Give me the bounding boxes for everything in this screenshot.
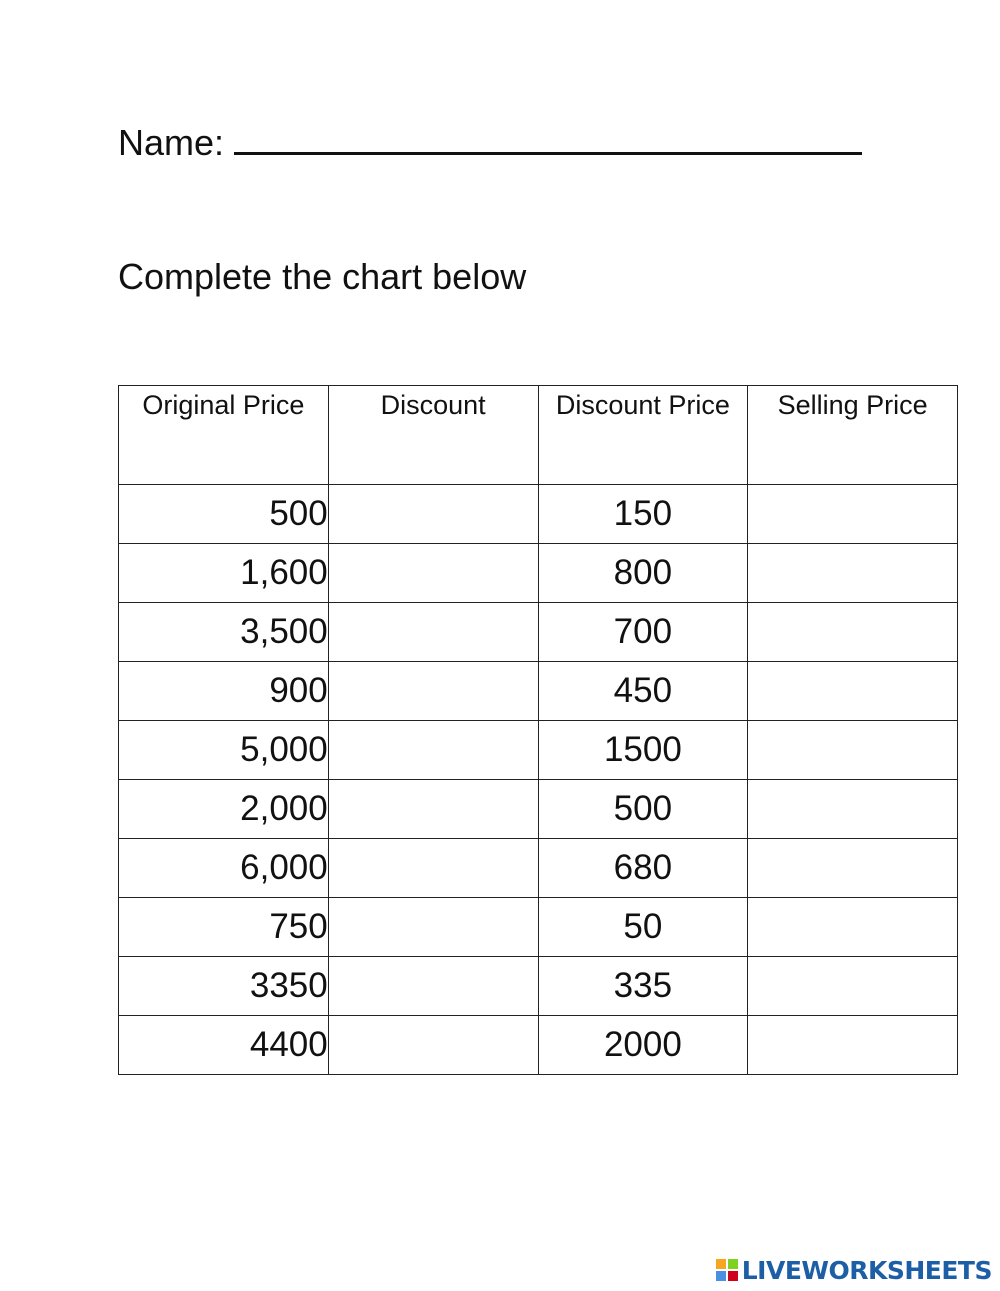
- name-label: Name:: [118, 122, 225, 163]
- cell-selling-price[interactable]: [748, 957, 958, 1016]
- cell-discount-price: 500: [538, 780, 748, 839]
- cell-discount[interactable]: [328, 544, 538, 603]
- cell-original-price: 5,000: [119, 721, 329, 780]
- cell-selling-price[interactable]: [748, 662, 958, 721]
- table-row: [119, 721, 958, 780]
- cell-discount[interactable]: [328, 839, 538, 898]
- cell-discount-price: 700: [538, 603, 748, 662]
- cell-discount[interactable]: [328, 957, 538, 1016]
- cell-selling-price[interactable]: [748, 485, 958, 544]
- liveworksheets-logo-icon: [716, 1259, 738, 1281]
- table-row: [119, 957, 958, 1016]
- table-row: [119, 898, 958, 957]
- cell-discount-price: 800: [538, 544, 748, 603]
- price-chart-table: [118, 385, 958, 1075]
- cell-discount-price: 450: [538, 662, 748, 721]
- cell-original-price: 4400: [119, 1016, 329, 1075]
- table-row: [119, 603, 958, 662]
- table-row: [119, 839, 958, 898]
- cell-selling-price[interactable]: [748, 721, 958, 780]
- name-field-row: [118, 118, 862, 167]
- table-row: [119, 662, 958, 721]
- cell-original-price: 500: [119, 485, 329, 544]
- cell-discount[interactable]: [328, 898, 538, 957]
- cell-selling-price[interactable]: [748, 839, 958, 898]
- liveworksheets-logo: [716, 1255, 992, 1285]
- table-row: [119, 780, 958, 839]
- table-header-row: [119, 386, 958, 485]
- cell-original-price: 900: [119, 662, 329, 721]
- name-blank-line[interactable]: [234, 118, 862, 155]
- column-header-selling-price: Selling Price: [748, 386, 958, 485]
- liveworksheets-wordmark: LIVEWORKSHEETS: [741, 1255, 992, 1285]
- column-header-original-price: Original Price: [119, 386, 329, 485]
- cell-discount-price: 50: [538, 898, 748, 957]
- cell-discount[interactable]: [328, 780, 538, 839]
- cell-selling-price[interactable]: [748, 898, 958, 957]
- cell-selling-price[interactable]: [748, 603, 958, 662]
- cell-original-price: 2,000: [119, 780, 329, 839]
- cell-discount-price: 680: [538, 839, 748, 898]
- cell-original-price: 3350: [119, 957, 329, 1016]
- cell-discount-price: 2000: [538, 1016, 748, 1075]
- cell-discount-price: 1500: [538, 721, 748, 780]
- cell-discount[interactable]: [328, 485, 538, 544]
- cell-discount[interactable]: [328, 603, 538, 662]
- cell-discount[interactable]: [328, 1016, 538, 1075]
- table-row: [119, 485, 958, 544]
- instructions-text: Complete the chart below: [118, 256, 527, 297]
- table-body: [119, 485, 958, 1075]
- cell-selling-price[interactable]: [748, 1016, 958, 1075]
- cell-discount-price: 335: [538, 957, 748, 1016]
- cell-original-price: 750: [119, 898, 329, 957]
- table-row: [119, 1016, 958, 1075]
- cell-selling-price[interactable]: [748, 544, 958, 603]
- cell-discount[interactable]: [328, 662, 538, 721]
- cell-selling-price[interactable]: [748, 780, 958, 839]
- cell-original-price: 6,000: [119, 839, 329, 898]
- column-header-discount: Discount: [328, 386, 538, 485]
- column-header-discount-price: Discount Price: [538, 386, 748, 485]
- cell-discount-price: 150: [538, 485, 748, 544]
- cell-original-price: 3,500: [119, 603, 329, 662]
- cell-original-price: 1,600: [119, 544, 329, 603]
- table-row: [119, 544, 958, 603]
- cell-discount[interactable]: [328, 721, 538, 780]
